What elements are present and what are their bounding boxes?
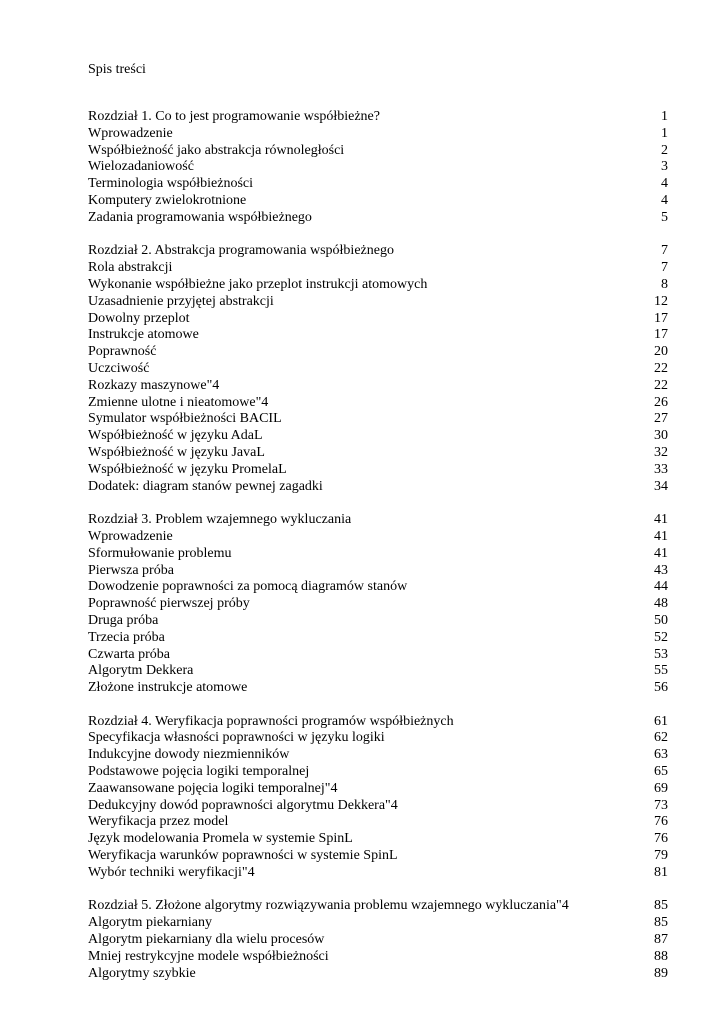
toc-page-number: 50 (654, 612, 668, 628)
toc-page-number: 53 (654, 646, 668, 662)
toc-page-number: 32 (654, 444, 668, 460)
toc-page-number: 76 (654, 831, 668, 847)
toc-entry (88, 563, 668, 580)
toc-entry (88, 848, 668, 865)
toc-entry-title: Algorytm piekarniany (88, 915, 213, 931)
toc-page-number: 52 (654, 629, 668, 645)
toc-chapter-heading (88, 898, 668, 915)
toc-page-number: 87 (654, 932, 668, 948)
toc-chapter-group (88, 714, 668, 882)
toc-entry-title: Poprawność (88, 344, 157, 360)
toc-entry (88, 764, 668, 781)
toc-page-number: 30 (654, 428, 668, 444)
toc-entry (88, 411, 668, 428)
toc-entry (88, 814, 668, 831)
toc-entry-title: Komputery zwielokrotnione (88, 192, 247, 208)
toc-entry-title: Algorytm Dekkera (88, 663, 194, 679)
toc-page-number: 22 (654, 360, 668, 376)
toc-page-number: 12 (654, 293, 668, 309)
table-of-contents (88, 109, 668, 999)
toc-chapter-group (88, 109, 668, 227)
toc-page-number: 20 (654, 344, 668, 360)
toc-entry-title: Algorytm piekarniany dla wielu procesów (88, 932, 325, 948)
toc-entry (88, 663, 668, 680)
toc-page-number: 48 (654, 596, 668, 612)
toc-entry-title: Poprawność pierwszej próby (88, 596, 250, 612)
toc-entry (88, 479, 668, 496)
toc-entry (88, 159, 668, 176)
toc-entry (88, 311, 668, 328)
toc-entry (88, 798, 668, 815)
toc-entry (88, 344, 668, 361)
toc-page-number: 43 (654, 562, 668, 578)
toc-entry-title: Zadania programowania współbieżnego (88, 209, 312, 225)
toc-chapter-group (88, 512, 668, 697)
toc-entry (88, 865, 668, 882)
toc-entry-title: Rozkazy maszynowe"4 (88, 377, 220, 393)
toc-entry-title: Wielozadaniowość (88, 159, 194, 175)
toc-entry (88, 294, 668, 311)
toc-entry (88, 126, 668, 143)
toc-entry-title: Algorytmy szybkie (88, 965, 196, 981)
toc-entry-title: Symulator współbieżności BACIL (88, 411, 282, 427)
toc-entry (88, 462, 668, 479)
toc-chapter-heading (88, 512, 668, 529)
toc-entry-title: Specyfikacja własności poprawności w języku logiki (88, 730, 385, 746)
toc-entry-title: Dodatek: diagram stanów pewnej zagadki (88, 478, 323, 494)
toc-page-number: 3 (661, 159, 668, 175)
toc-entry-title: Dowolny przeplot (88, 310, 190, 326)
toc-page-number: 44 (654, 579, 668, 595)
toc-entry-title: Czwarta próba (88, 646, 171, 662)
toc-entry-title: Dowodzenie poprawności za pomocą diagramów stanów (88, 579, 408, 595)
toc-entry (88, 361, 668, 378)
toc-entry (88, 630, 668, 647)
toc-page-number: 2 (661, 142, 668, 158)
toc-entry-title: Instrukcje atomowe (88, 327, 199, 343)
toc-entry (88, 193, 668, 210)
toc-entry-title: Weryfikacja przez model (88, 814, 229, 830)
toc-page-number: 69 (654, 780, 668, 796)
toc-page-number: 34 (654, 478, 668, 494)
toc-entry-title: Weryfikacja warunków poprawności w systemie SpinL (88, 848, 398, 864)
toc-entry-title: Rozdział 5. Złożone algorytmy rozwiązywania problemu wzajemnego wykluczania"4 (88, 898, 569, 914)
toc-entry (88, 613, 668, 630)
toc-chapter-heading (88, 243, 668, 260)
toc-page-number: 4 (661, 176, 668, 192)
toc-chapter-group (88, 898, 668, 982)
toc-page-number: 89 (654, 965, 668, 981)
toc-page-number: 33 (654, 461, 668, 477)
toc-entry (88, 966, 668, 983)
toc-entry-title: Rozdział 1. Co to jest programowanie współbieżne? (88, 109, 380, 124)
toc-entry (88, 260, 668, 277)
toc-page-number: 88 (654, 948, 668, 964)
toc-entry (88, 831, 668, 848)
toc-page-number: 27 (654, 411, 668, 427)
toc-page-number: 5 (661, 209, 668, 225)
toc-entry (88, 395, 668, 412)
toc-entry (88, 596, 668, 613)
toc-entry-title: Złożone instrukcje atomowe (88, 680, 248, 696)
toc-entry-title: Uzasadnienie przyjętej abstrakcji (88, 293, 274, 309)
toc-page-number: 7 (661, 260, 668, 276)
toc-entry-title: Rozdział 2. Abstrakcja programowania współbieżnego (88, 243, 394, 259)
toc-entry-title: Wprowadzenie (88, 528, 173, 544)
toc-page-number: 17 (654, 327, 668, 343)
toc-entry (88, 428, 668, 445)
toc-entry-title: Rozdział 3. Problem wzajemnego wykluczania (88, 512, 352, 528)
toc-entry-title: Wykonanie współbieżne jako przeplot instrukcji atomowych (88, 276, 428, 292)
toc-page-number: 62 (654, 730, 668, 746)
toc-chapter-group (88, 243, 668, 495)
toc-page-number: 65 (654, 764, 668, 780)
toc-entry-title: Współbieżność w języku PromelaL (88, 461, 287, 477)
toc-entry-title: Rozdział 4. Weryfikacja poprawności programów współbieżnych (88, 713, 454, 729)
toc-page-number: 41 (654, 545, 668, 561)
toc-page-number: 63 (654, 747, 668, 763)
toc-entry-title: Uczciwość (88, 360, 150, 376)
toc-entry-title: Współbieżność w języku AdaL (88, 428, 263, 444)
toc-page-number: 85 (654, 898, 668, 914)
toc-page-number: 79 (654, 848, 668, 864)
toc-entry-title: Język modelowania Promela w systemie SpinL (88, 831, 353, 847)
toc-entry-title: Rola abstrakcji (88, 260, 173, 276)
toc-page-number: 41 (654, 512, 668, 528)
toc-entry (88, 680, 668, 697)
toc-entry-title: Dedukcyjny dowód poprawności algorytmu Dekkera"4 (88, 797, 398, 813)
toc-entry-title: Druga próba (88, 612, 159, 628)
toc-entry (88, 143, 668, 160)
toc-entry (88, 546, 668, 563)
toc-page-number: 17 (654, 310, 668, 326)
toc-entry (88, 176, 668, 193)
toc-page-number: 85 (654, 915, 668, 931)
toc-page-number: 76 (654, 814, 668, 830)
toc-entry (88, 327, 668, 344)
toc-entry (88, 915, 668, 932)
toc-page-number: 7 (661, 243, 668, 259)
toc-page-number: 81 (654, 864, 668, 880)
toc-entry-title: Trzecia próba (88, 629, 165, 645)
toc-entry-title: Sformułowanie problemu (88, 545, 232, 561)
toc-entry (88, 747, 668, 764)
toc-entry-title: Podstawowe pojęcia logiki temporalnej (88, 764, 310, 780)
toc-entry (88, 277, 668, 294)
toc-page-number: 1 (661, 125, 668, 141)
toc-entry-title: Wybór techniki weryfikacji"4 (88, 864, 255, 880)
toc-page-number: 55 (654, 663, 668, 679)
toc-entry-title: Pierwsza próba (88, 562, 174, 578)
toc-page-number: 1 (661, 109, 668, 124)
toc-entry (88, 932, 668, 949)
toc-entry-title: Terminologia współbieżności (88, 176, 254, 192)
toc-page-number: 41 (654, 528, 668, 544)
toc-entry (88, 949, 668, 966)
toc-chapter-heading (88, 714, 668, 731)
toc-page-number: 56 (654, 680, 668, 696)
toc-entry-title: Zmienne ulotne i nieatomowe"4 (88, 394, 269, 410)
toc-page-number: 61 (654, 713, 668, 729)
toc-entry (88, 781, 668, 798)
toc-entry (88, 378, 668, 395)
toc-entry (88, 445, 668, 462)
toc-page-number: 73 (654, 797, 668, 813)
toc-entry (88, 730, 668, 747)
toc-entry-title: Indukcyjne dowody niezmienników (88, 747, 290, 763)
toc-page-number: 22 (654, 377, 668, 393)
toc-entry (88, 210, 668, 227)
toc-entry (88, 529, 668, 546)
toc-page-number: 4 (661, 192, 668, 208)
page-title: Spis treści (88, 62, 146, 77)
toc-entry-title: Współbieżność jako abstrakcja równoległości (88, 142, 345, 158)
toc-entry (88, 579, 668, 596)
toc-entry-title: Wprowadzenie (88, 125, 173, 141)
toc-page-number: 8 (661, 276, 668, 292)
toc-entry (88, 647, 668, 664)
toc-entry-title: Mniej restrykcyjne modele współbieżności (88, 948, 329, 964)
toc-chapter-heading (88, 109, 668, 126)
toc-page-number: 26 (654, 394, 668, 410)
toc-entry-title: Współbieżność w języku JavaL (88, 444, 265, 460)
toc-entry-title: Zaawansowane pojęcia logiki temporalnej"4 (88, 780, 338, 796)
